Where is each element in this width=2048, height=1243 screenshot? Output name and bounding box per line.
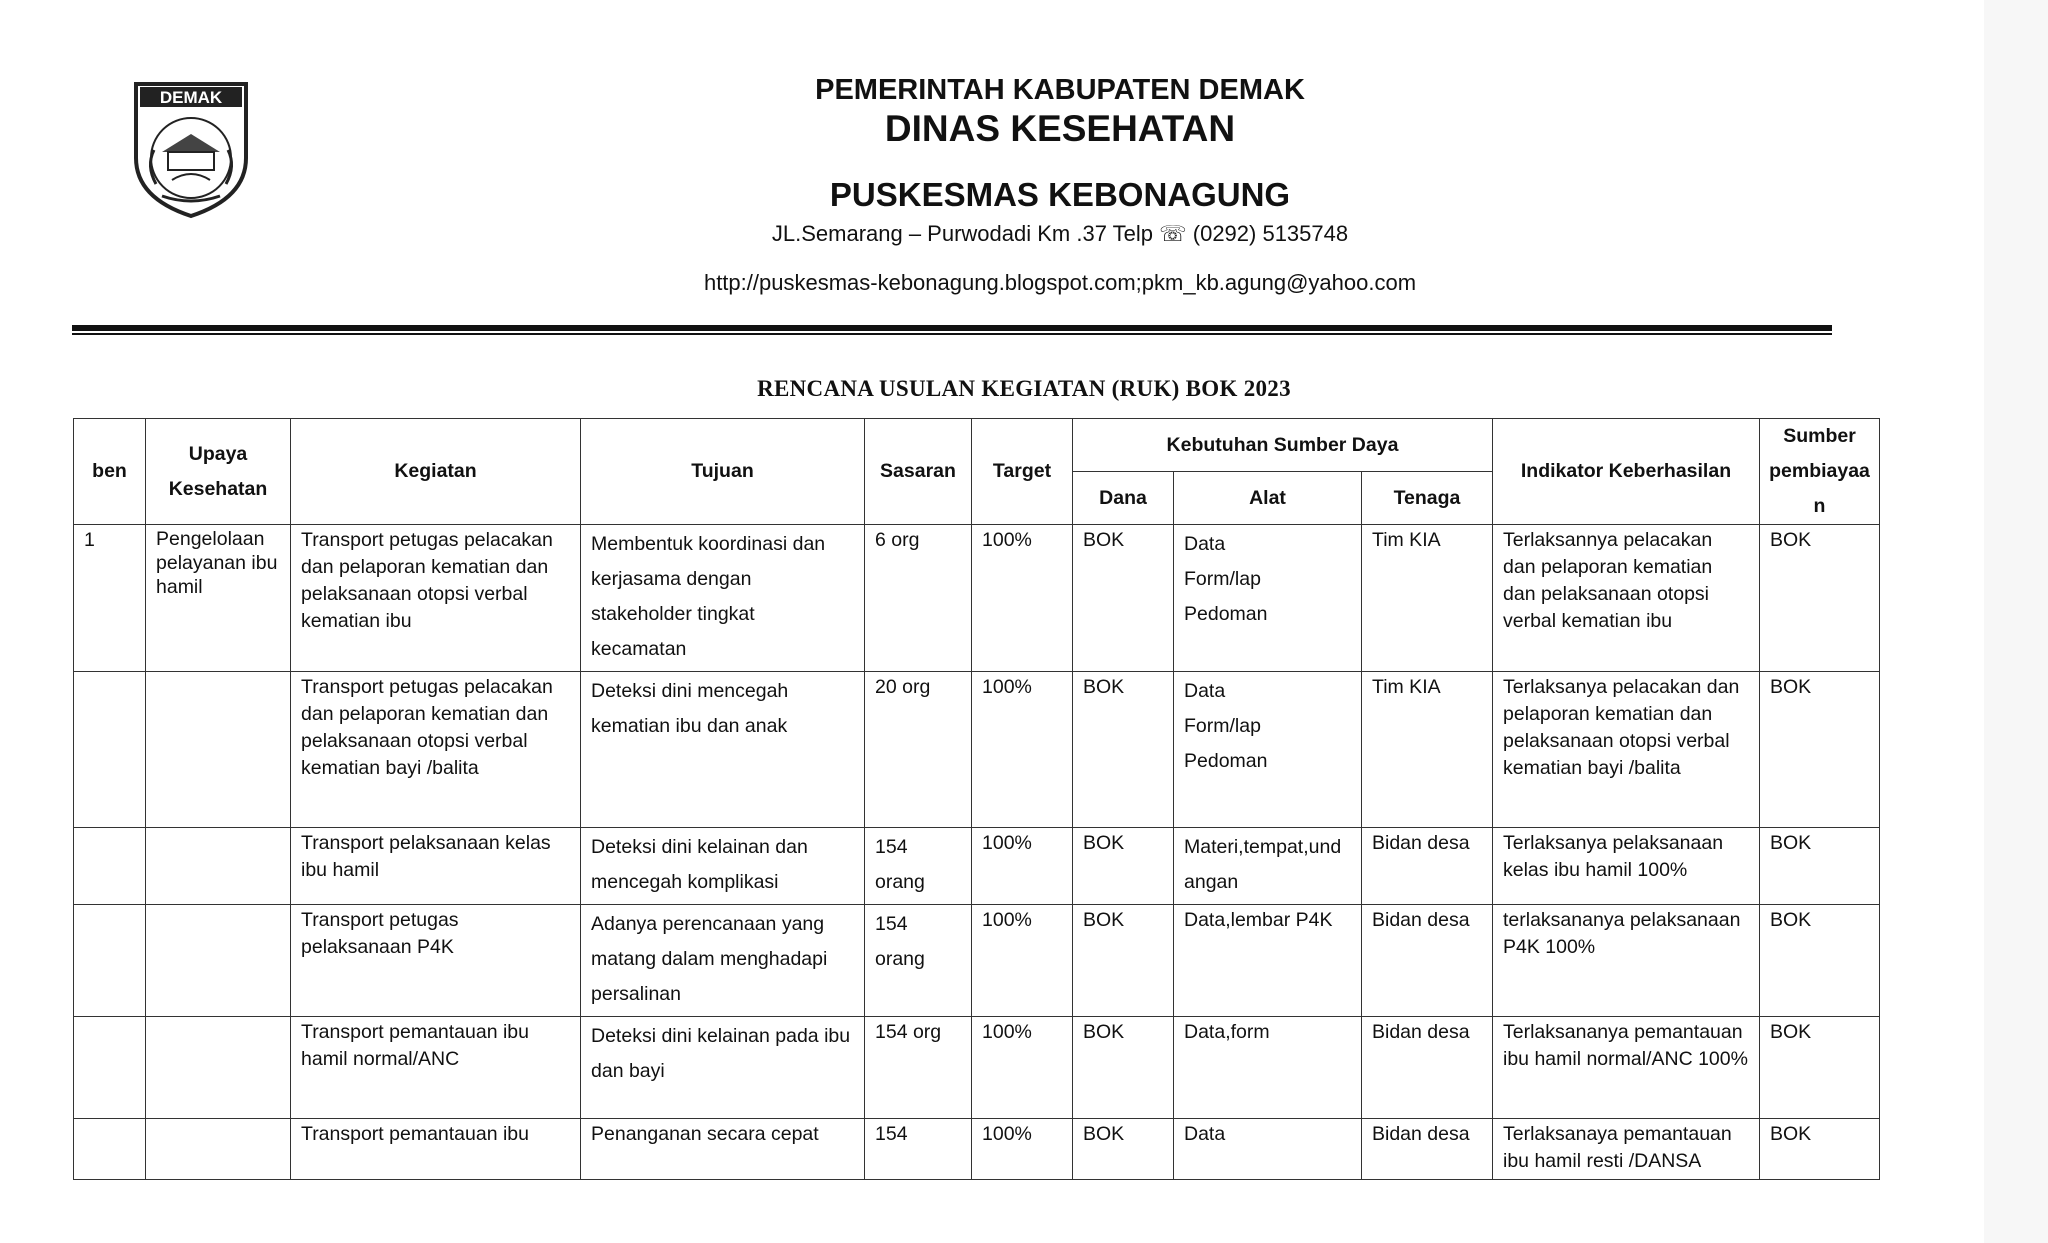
header-sasaran: Sasaran <box>865 419 972 525</box>
cell-target: 100% <box>972 1119 1073 1180</box>
cell-tenaga: Tim KIA <box>1362 525 1493 672</box>
puskesmas-heading: PUSKESMAS KEBONAGUNG <box>829 176 1291 213</box>
header-alat: Alat <box>1174 472 1362 525</box>
cell-sumber: BOK <box>1760 525 1880 672</box>
letterhead-rule-thick <box>72 325 1832 331</box>
header-sumber: Sumber pembiayaa n <box>1760 419 1880 525</box>
cell-no <box>74 1017 146 1119</box>
cell-alat: Data Form/lap Pedoman <box>1174 525 1362 672</box>
cell-upaya: Pengelolaan pelayanan ibu hamil <box>146 525 291 672</box>
cell-no <box>74 828 146 905</box>
cell-sasaran: 154 orang <box>865 905 972 1017</box>
header-ben: ben <box>74 419 146 525</box>
cell-dana: BOK <box>1073 1119 1174 1180</box>
cell-kegiatan: Transport pelaksanaan kelas ibu hamil <box>291 828 581 905</box>
cell-dana: BOK <box>1073 1017 1174 1119</box>
cell-sumber: BOK <box>1760 905 1880 1017</box>
cell-indikator: Terlaksanya pelaksanaan kelas ibu hamil 100% <box>1493 828 1760 905</box>
cell-kegiatan: Transport petugas pelacakan dan pelaporan kematian dan pelaksanaan otopsi verbal kematian bayi /balita <box>291 672 581 828</box>
cell-dana: BOK <box>1073 672 1174 828</box>
header-tenaga: Tenaga <box>1362 472 1493 525</box>
cell-sasaran: 154 org <box>865 1017 972 1119</box>
table-row <box>74 905 1880 1017</box>
cell-tujuan: Deteksi dini kelainan pada ibu dan bayi <box>581 1017 865 1119</box>
cell-no <box>74 672 146 828</box>
table-row <box>74 828 1880 905</box>
cell-dana: BOK <box>1073 828 1174 905</box>
cell-alat: Data <box>1174 1119 1362 1180</box>
cell-tujuan: Adanya perencanaan yang matang dalam menghadapi persalinan <box>581 905 865 1017</box>
header-upaya: Upaya Kesehatan <box>146 419 291 525</box>
department-heading: DINAS KESEHATAN <box>884 108 1236 149</box>
table-row <box>74 1119 1880 1180</box>
cell-target: 100% <box>972 905 1073 1017</box>
cell-target: 100% <box>972 1017 1073 1119</box>
table-row <box>74 672 1880 828</box>
website-email-line: http://puskesmas-kebonagung.blogspot.com;pkm_kb.agung@yahoo.com <box>703 270 1417 295</box>
cell-upaya <box>146 672 291 828</box>
letterhead-rule-thin <box>72 333 1832 335</box>
cell-alat: Materi,tempat,und angan <box>1174 828 1362 905</box>
cell-indikator: Terlaksanaya pemantauan ibu hamil resti /DANSA <box>1493 1119 1760 1180</box>
cell-no: 1 <box>74 525 146 672</box>
header-kegiatan: Kegiatan <box>291 419 581 525</box>
header-dana: Dana <box>1073 472 1174 525</box>
cell-no <box>74 1119 146 1180</box>
cell-kegiatan: Transport pemantauan ibu <box>291 1119 581 1180</box>
cell-upaya <box>146 1017 291 1119</box>
cell-kegiatan: Transport petugas pelacakan dan pelaporan kematian dan pelaksanaan otopsi verbal kematian ibu <box>291 525 581 672</box>
cell-target: 100% <box>972 672 1073 828</box>
table-row <box>74 1017 1880 1119</box>
cell-indikator: Terlaksananya pemantauan ibu hamil normal/ANC 100% <box>1493 1017 1760 1119</box>
cell-indikator: terlaksananya pelaksanaan P4K 100% <box>1493 905 1760 1017</box>
ruk-table <box>73 418 1880 1180</box>
cell-tujuan: Deteksi dini kelainan dan mencegah komplikasi <box>581 828 865 905</box>
cell-dana: BOK <box>1073 905 1174 1017</box>
cell-tujuan: Penanganan secara cepat <box>581 1119 865 1180</box>
cell-sumber: BOK <box>1760 828 1880 905</box>
header-kebutuhan: Kebutuhan Sumber Daya <box>1073 419 1493 472</box>
address-line: JL.Semarang – Purwodadi Km .37 Telp ☏ (0292) 5135748 <box>771 221 1349 246</box>
header-indikator: Indikator Keberhasilan <box>1493 419 1760 525</box>
table-header-row <box>74 419 1880 472</box>
cell-upaya <box>146 905 291 1017</box>
cell-tenaga: Bidan desa <box>1362 1119 1493 1180</box>
cell-upaya <box>146 1119 291 1180</box>
header-tujuan: Tujuan <box>581 419 865 525</box>
cell-tenaga: Tim KIA <box>1362 672 1493 828</box>
cell-sumber: BOK <box>1760 1119 1880 1180</box>
cell-indikator: Terlaksannya pelacakan dan pelaporan kematian dan pelaksanaan otopsi verbal kematian ibu <box>1493 525 1760 672</box>
logo-text: DEMAK <box>159 88 223 107</box>
cell-tenaga: Bidan desa <box>1362 1017 1493 1119</box>
cell-sumber: BOK <box>1760 1017 1880 1119</box>
cell-indikator: Terlaksanya pelacakan dan pelaporan kematian dan pelaksanaan otopsi verbal kematian bayi /balita <box>1493 672 1760 828</box>
government-heading: PEMERINTAH KABUPATEN DEMAK <box>815 74 1305 106</box>
cell-tenaga: Bidan desa <box>1362 905 1493 1017</box>
header-target: Target <box>972 419 1073 525</box>
cell-alat: Data,lembar P4K <box>1174 905 1362 1017</box>
cell-alat: Data,form <box>1174 1017 1362 1119</box>
cell-dana: BOK <box>1073 525 1174 672</box>
cell-tenaga: Bidan desa <box>1362 828 1493 905</box>
cell-sasaran: 6 org <box>865 525 972 672</box>
cell-sasaran: 154 <box>865 1119 972 1180</box>
cell-tujuan: Membentuk koordinasi dan kerjasama dengan stakeholder tingkat kecamatan <box>581 525 865 672</box>
cell-sumber: BOK <box>1760 672 1880 828</box>
cell-kegiatan: Transport petugas pelaksanaan P4K <box>291 905 581 1017</box>
cell-target: 100% <box>972 525 1073 672</box>
cell-sasaran: 154 orang <box>865 828 972 905</box>
cell-alat: Data Form/lap Pedoman <box>1174 672 1362 828</box>
table-row <box>74 525 1880 672</box>
cell-sasaran: 20 org <box>865 672 972 828</box>
cell-kegiatan: Transport pemantauan ibu hamil normal/ANC <box>291 1017 581 1119</box>
cell-target: 100% <box>972 828 1073 905</box>
cell-no <box>74 905 146 1017</box>
cell-upaya <box>146 828 291 905</box>
cell-tujuan: Deteksi dini mencegah kematian ibu dan anak <box>581 672 865 828</box>
document-title: RENCANA USULAN KEGIATAN (RUK) BOK 2023 <box>757 376 1291 401</box>
